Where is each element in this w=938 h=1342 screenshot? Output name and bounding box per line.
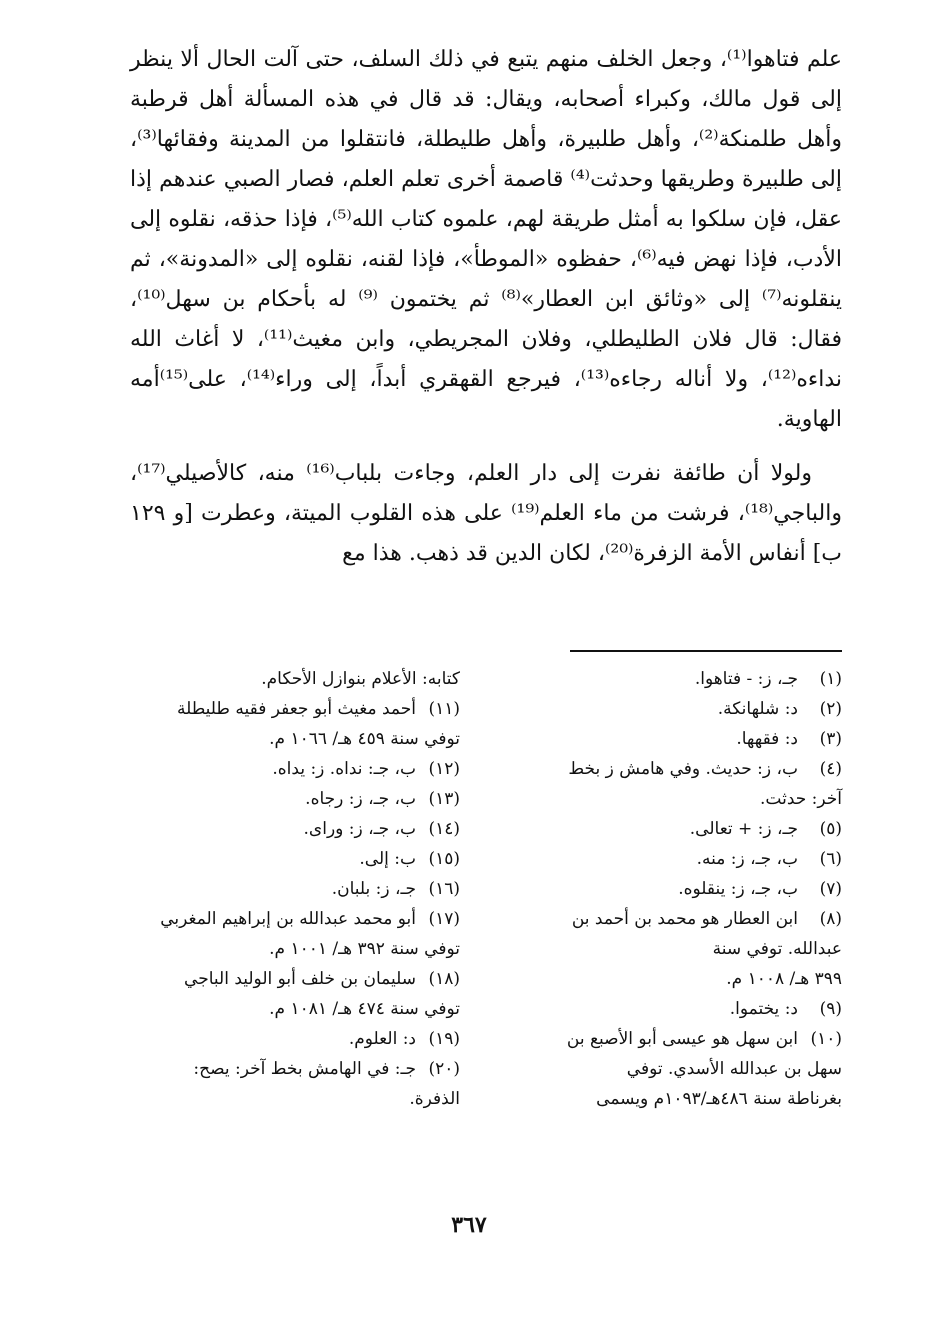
footnote-number: (٢) bbox=[819, 699, 842, 719]
footnote-text: توفي سنة ٤٥٩ هـ/ ١٠٦٦ م. bbox=[269, 729, 460, 749]
footnote-text: أحمد مغيث أبو جعفر فقيه طليطلة bbox=[176, 699, 416, 719]
footnote-line bbox=[482, 1084, 842, 1114]
footnote-number: (١٠) bbox=[810, 1029, 842, 1049]
footnote-text: أبو محمد عبدالله بن إبراهيم المغربي bbox=[160, 909, 416, 929]
footnote-line bbox=[482, 814, 842, 844]
footnote-line bbox=[100, 814, 460, 844]
footnote-number: (١٦) bbox=[428, 879, 460, 899]
footnote-text: جـ، ز: + تعالى. bbox=[689, 819, 798, 839]
footnote-number: (١٨) bbox=[428, 969, 460, 989]
footnote-line bbox=[482, 904, 842, 934]
footnote-text: توفي سنة ٣٩٢ هـ/ ١٠٠١ م. bbox=[269, 939, 460, 959]
footnote-text: ب، جـ، ز: ينقلوه. bbox=[678, 879, 798, 899]
footnote-text: جـ، ز: - فتاهوا. bbox=[694, 669, 798, 689]
footnote-number: (١٢) bbox=[428, 759, 460, 779]
footnote-number: (١٤) bbox=[428, 819, 460, 839]
footnote-line bbox=[100, 784, 460, 814]
footnote-line bbox=[482, 844, 842, 874]
main-paragraph-1: علم فتاهوا⁽¹⁾، وجعل الخلف منهم يتبع في ذلك السلف، حتى آلت الحال ألا ينظر إلى قول مالك، وكبراء أصحابه، ويقال: قد قال في هذه المسألة أهل قرطبة وأهل طلمنكة⁽²⁾، وأهل طلبيرة، وأهل طليطلة، فانتقلوا من المدينة وفقائها⁽³⁾، إلى طلبيرة وطريقها وحدثت⁽⁴⁾ قاصمة أخرى تعلم العلم، فصار الصبي عندهم إذا عقل، فإن سلكوا به أمثل طريقة لهم، علموه كتاب الله⁽⁵⁾، فإذا حذقه، نقلوه إلى الأدب، فإذا نهض فيه⁽⁶⁾، حفظوه «الموطأ»، فإذا لقنه، نقلوه إلى «المدونة»، ثم ينقلونه⁽⁷⁾ إلى «وثائق ابن العطار»⁽⁸⁾ ثم يختمون ⁽⁹⁾ له بأحكام بن سهل⁽¹⁰⁾، فقال: قال فلان الطليطلي، وفلان المجريطي، وابن مغيث⁽¹¹⁾، لا أغاث الله نداءه⁽¹²⁾، ولا أناله رجاءه⁽¹³⁾، فيرجع القهقري أبداً، إلى وراء⁽¹⁴⁾، على⁽¹⁵⁾أمه الهاوية. bbox=[130, 47, 842, 432]
footnote-line bbox=[100, 874, 460, 904]
footnote-text: ب، جـ: نداه. ز: يداه. bbox=[272, 759, 416, 779]
footnote-text: د: العلوم. bbox=[348, 1029, 416, 1049]
footnote-number: (٥) bbox=[819, 819, 842, 839]
footnote-text: جـ، ز: بلبان. bbox=[331, 879, 416, 899]
footnote-number: (١٥) bbox=[428, 849, 460, 869]
footnotes-right-column bbox=[482, 664, 842, 1114]
footnote-line bbox=[100, 904, 460, 934]
footnote-number: (٦) bbox=[819, 849, 842, 869]
footnote-text: الذفرة. bbox=[409, 1089, 460, 1109]
footnote-line bbox=[100, 664, 460, 694]
footnote-text: ب، ز: حديث. وفي هامش ز بخط bbox=[568, 759, 798, 779]
footnote-number: (٧) bbox=[819, 879, 842, 899]
footnote-text: سليمان بن خلف أبو الوليد الباجي bbox=[184, 969, 416, 989]
footnote-line bbox=[482, 964, 842, 994]
footnote-line bbox=[100, 964, 460, 994]
footnote-text: د: فقهها. bbox=[736, 729, 798, 749]
footnote-line bbox=[482, 1054, 842, 1084]
footnote-number: (٨) bbox=[819, 909, 842, 929]
footnote-separator bbox=[570, 650, 842, 652]
footnote-text: ب، جـ، ز: منه. bbox=[696, 849, 798, 869]
footnote-line bbox=[100, 754, 460, 784]
footnote-line bbox=[482, 784, 842, 814]
footnote-line bbox=[100, 1054, 460, 1084]
main-paragraph-2: ولولا أن طائفة نفرت إلى دار العلم، وجاءت بلباب⁽¹⁶⁾ منه، كالأصيلي⁽¹⁷⁾، والباجي⁽¹⁸⁾، فرشت من ماء العلم⁽¹⁹⁾ على هذه القلوب الميتة، وعطرت [و ١٢٩ ب] أنفاس الأمة الزفرة⁽²⁰⁾، لكان الدين قد ذهب. هذا مع bbox=[130, 461, 842, 566]
footnote-text: سهل بن عبدالله الأسدي. توفي bbox=[626, 1059, 842, 1079]
footnote-line bbox=[100, 934, 460, 964]
footnote-text: بغرناطة سنة ٤٨٦هـ/١٠٩٣م ويسمى bbox=[596, 1089, 842, 1109]
page-number: ٣٦٧ bbox=[451, 1212, 487, 1238]
footnote-number: (١١) bbox=[428, 699, 460, 719]
footnote-line bbox=[482, 724, 842, 754]
footnote-number: (٩) bbox=[819, 999, 842, 1019]
footnote-line bbox=[100, 994, 460, 1024]
footnote-text: كتابه: الأعلام بنوازل الأحكام. bbox=[261, 669, 460, 689]
footnote-number: (٤) bbox=[819, 759, 842, 779]
footnotes-left-column bbox=[100, 664, 460, 1114]
footnote-text: عبدالله. توفي سنة bbox=[712, 939, 842, 959]
footnote-text: ب: إلى. bbox=[359, 849, 416, 869]
footnote-number: (١٣) bbox=[428, 789, 460, 809]
footnote-line bbox=[482, 934, 842, 964]
footnote-line bbox=[100, 1024, 460, 1054]
footnote-line bbox=[100, 844, 460, 874]
footnote-line bbox=[100, 1084, 460, 1114]
footnote-number: (١) bbox=[819, 669, 842, 689]
footnote-text: توفي سنة ٤٧٤ هـ/ ١٠٨١ م. bbox=[269, 999, 460, 1019]
footnote-text: جـ: في الهامش بخط آخر: يصح: bbox=[193, 1059, 416, 1079]
footnote-line bbox=[482, 694, 842, 724]
main-text bbox=[130, 40, 842, 574]
footnote-line bbox=[482, 1024, 842, 1054]
footnote-line bbox=[482, 664, 842, 694]
footnote-line bbox=[482, 994, 842, 1024]
footnote-line bbox=[482, 874, 842, 904]
footnote-text: ب، جـ، ز: وراى. bbox=[303, 819, 416, 839]
footnote-number: (٢٠) bbox=[428, 1059, 460, 1079]
footnote-line bbox=[100, 694, 460, 724]
footnote-number: (١٧) bbox=[428, 909, 460, 929]
footnote-number: (٣) bbox=[819, 729, 842, 749]
footnote-text: ابن العطار هو محمد بن أحمد بن bbox=[571, 909, 798, 929]
footnote-line bbox=[482, 754, 842, 784]
footnote-text: د: يختموا. bbox=[729, 999, 798, 1019]
footnote-text: ٣٩٩ هـ/ ١٠٠٨ م. bbox=[726, 969, 842, 989]
footnote-text: ابن سهل هو عيسى أبو الأصبع بن bbox=[566, 1029, 798, 1049]
footnote-line bbox=[100, 724, 460, 754]
footnote-text: ب، جـ، ز: رجاه. bbox=[305, 789, 416, 809]
footnote-text: د: شلهانكة. bbox=[717, 699, 798, 719]
footnote-number: (١٩) bbox=[428, 1029, 460, 1049]
footnote-text: آخر: حدثت. bbox=[759, 789, 842, 809]
